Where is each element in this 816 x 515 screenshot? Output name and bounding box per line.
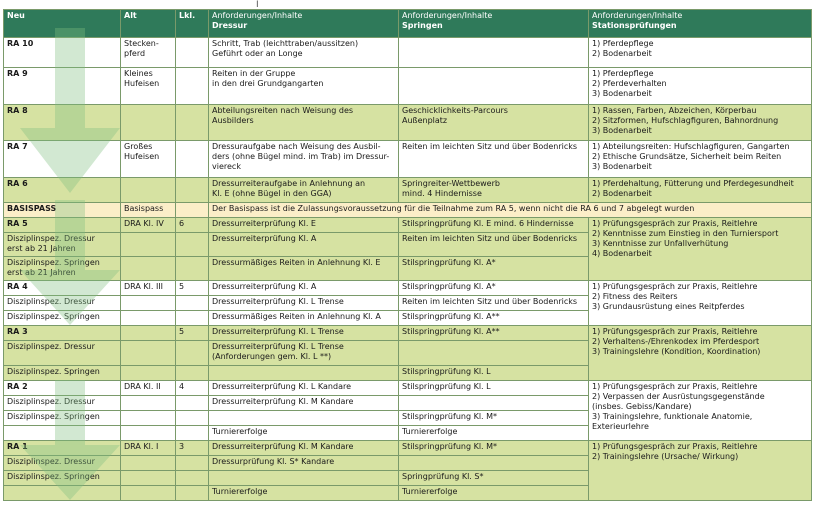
cell-dressur: Dressurprüfung Kl. S* Kandare bbox=[209, 456, 399, 471]
table-row bbox=[4, 218, 812, 233]
cell-lkl bbox=[176, 233, 209, 257]
cell-lkl: 5 bbox=[176, 281, 209, 296]
table-row bbox=[4, 381, 812, 396]
cell-level bbox=[4, 486, 121, 501]
cell-springen bbox=[399, 396, 589, 411]
cell-level: RA 2 bbox=[4, 381, 121, 396]
cell-lkl bbox=[176, 257, 209, 281]
cell-lkl bbox=[176, 178, 209, 203]
cell-dressur: Dressurreiterprüfung Kl. A bbox=[209, 281, 399, 296]
header-station: Anforderungen/Inhalte Stationsprüfungen bbox=[589, 10, 812, 38]
table-row bbox=[4, 141, 812, 178]
cell-dressur: Dressuraufgabe nach Weisung des Ausbil- ders (ohne Bügel mind. im Trab) im Dressur- viereck bbox=[209, 141, 399, 178]
cell-lkl: 4 bbox=[176, 381, 209, 396]
cell-alt bbox=[121, 233, 176, 257]
cell-dressur: Dressurreiterprüfung Kl. M Kandare bbox=[209, 396, 399, 411]
cell-alt: Kleines Hufeisen bbox=[121, 68, 176, 105]
cell-station: 1) Pferdepflege 2) Pferdeverhalten 3) Bodenarbeit bbox=[589, 68, 812, 105]
header-springen: Anforderungen/Inhalte Springen bbox=[399, 10, 589, 38]
cell-springen: Stilspringprüfung Kl. M* bbox=[399, 411, 589, 426]
cell-lkl bbox=[176, 68, 209, 105]
cell-dressur bbox=[209, 471, 399, 486]
cell-lkl bbox=[176, 341, 209, 366]
cell-station: 1) Prüfungsgespräch zur Praxis, Reitlehre 2) Trainingslehre (Ursache/ Wirkung) bbox=[589, 441, 812, 501]
cell-station: 1) Prüfungsgespräch zur Praxis, Reitlehre 2) Verhaltens-/Ehrenkodex im Pferdesport 3) Trainingslehre (Kondition, Koordination) bbox=[589, 326, 812, 381]
table-body bbox=[4, 38, 812, 501]
cell-springen: Stilspringprüfung Kl. E mind. 6 Hindernisse bbox=[399, 218, 589, 233]
cell-lkl bbox=[176, 456, 209, 471]
cell-dressur: Dressurreiterprüfung Kl. L Trense bbox=[209, 326, 399, 341]
cell-station: 1) Prüfungsgespräch zur Praxis, Reitlehre 2) Fitness des Reiters 3) Grundausrüstung eines Reitpferdes bbox=[589, 281, 812, 326]
cell-lkl bbox=[176, 411, 209, 426]
header-dressur: Anforderungen/Inhalte Dressur bbox=[209, 10, 399, 38]
table-row bbox=[4, 68, 812, 105]
cell-alt bbox=[121, 456, 176, 471]
cell-dressur: Dressurreiterprüfung Kl. L Trense (Anforderungen gem. Kl. L **) bbox=[209, 341, 399, 366]
cell-dressur: Dressurmäßiges Reiten in Anlehnung Kl. E bbox=[209, 257, 399, 281]
cell-level: Disziplinspez. Dressur bbox=[4, 456, 121, 471]
cell-level: Disziplinspez. Dressur bbox=[4, 341, 121, 366]
cell-dressur: Dressurreiterprüfung Kl. M Kandare bbox=[209, 441, 399, 456]
cell-lkl: 6 bbox=[176, 218, 209, 233]
table-row bbox=[4, 441, 812, 456]
cell-dressur: Turniererfolge bbox=[209, 486, 399, 501]
cell-level: Disziplinspez. Springen bbox=[4, 411, 121, 426]
cell-alt: Stecken- pferd bbox=[121, 38, 176, 68]
cell-springen: Stilspringprüfung Kl. A** bbox=[399, 326, 589, 341]
cell-alt bbox=[121, 341, 176, 366]
cell-lkl bbox=[176, 366, 209, 381]
cell-level: RA 7 bbox=[4, 141, 121, 178]
cell-alt bbox=[121, 411, 176, 426]
cell-level: BASISPASS bbox=[4, 203, 121, 218]
table-row bbox=[4, 105, 812, 141]
cell-dressur bbox=[209, 411, 399, 426]
cell-level: RA 8 bbox=[4, 105, 121, 141]
cell-springen: Stilspringprüfung Kl. A* bbox=[399, 257, 589, 281]
cell-level: Disziplinspez. Dressur erst ab 21 Jahren bbox=[4, 233, 121, 257]
cell-alt: Großes Hufeisen bbox=[121, 141, 176, 178]
cell-springen: Stilspringprüfung Kl. A** bbox=[399, 311, 589, 326]
cell-lkl bbox=[176, 38, 209, 68]
header-alt: Alt bbox=[121, 10, 176, 38]
cell-station: 1) Prüfungsgespräch zur Praxis, Reitlehre 2) Verpassen der Ausrüstungsgegenstände (insbes. Gebiss/Kandare) 3) Trainingslehre, funktionale Anatomie, Exterieurlehre bbox=[589, 381, 812, 441]
cell-springen bbox=[399, 456, 589, 471]
cell-station: 1) Abteilungsreiten: Hufschlagfiguren, Gangarten 2) Ethische Grundsätze, Sicherheit beim Reiten 3) Bodenarbeit bbox=[589, 141, 812, 178]
cell-springen: Reiten im leichten Sitz und über Bodenricks bbox=[399, 233, 589, 257]
cell-lkl bbox=[176, 296, 209, 311]
header-neu: Neu bbox=[4, 10, 121, 38]
cell-lkl bbox=[176, 311, 209, 326]
cell-alt bbox=[121, 396, 176, 411]
cell-springen bbox=[399, 341, 589, 366]
cell-alt: Basispass bbox=[121, 203, 176, 218]
cell-station: 1) Pferdehaltung, Fütterung und Pferdegesundheit 2) Bodenarbeit bbox=[589, 178, 812, 203]
cell-lkl bbox=[176, 105, 209, 141]
table-row bbox=[4, 326, 812, 341]
cell-lkl: 5 bbox=[176, 326, 209, 341]
cell-level: RA 10 bbox=[4, 38, 121, 68]
cell-station: 1) Rassen, Farben, Abzeichen, Körperbau 2) Sitzformen, Hufschlagfiguren, Bahnordnung 3) Bodenarbeit bbox=[589, 105, 812, 141]
cell-springen bbox=[399, 68, 589, 105]
requirements-table bbox=[3, 9, 812, 501]
cell-station: 1) Pferdepflege 2) Bodenarbeit bbox=[589, 38, 812, 68]
cell-level: RA 9 bbox=[4, 68, 121, 105]
cell-springen: Reiten im leichten Sitz und über Bodenricks bbox=[399, 141, 589, 178]
cell-springen: Stilspringprüfung Kl. M* bbox=[399, 441, 589, 456]
cell-level bbox=[4, 426, 121, 441]
cell-dressur: Turniererfolge bbox=[209, 426, 399, 441]
header-lkl: Lkl. bbox=[176, 10, 209, 38]
table-row bbox=[4, 38, 812, 68]
cell-alt: DRA Kl. I bbox=[121, 441, 176, 456]
cell-level: Disziplinspez. Springen bbox=[4, 311, 121, 326]
cell-lkl bbox=[176, 471, 209, 486]
cell-alt: DRA Kl. IV bbox=[121, 218, 176, 233]
cell-level: Disziplinspez. Springen bbox=[4, 366, 121, 381]
cell-dressur: Dressurreiterprüfung Kl. L Kandare bbox=[209, 381, 399, 396]
cell-springen: Stilspringprüfung Kl. A* bbox=[399, 281, 589, 296]
cell-alt bbox=[121, 426, 176, 441]
cell-dressur: Dressurmäßiges Reiten in Anlehnung Kl. A bbox=[209, 311, 399, 326]
cell-dressur: Dressurreiterprüfung Kl. E bbox=[209, 218, 399, 233]
cell-lkl bbox=[176, 426, 209, 441]
cell-dressur: Schritt, Trab (leichttraben/aussitzen) Geführt oder an Longe bbox=[209, 38, 399, 68]
cell-springen: Geschicklichkeits-Parcours Außenplatz bbox=[399, 105, 589, 141]
table-row bbox=[4, 178, 812, 203]
cell-basispass-note: Der Basispass ist die Zulassungsvoraussetzung für die Teilnahme zum RA 5, wenn nicht die RA 6 und 7 abgelegt wurden bbox=[209, 203, 812, 218]
cell-level: RA 6 bbox=[4, 178, 121, 203]
requirements-table-wrapper bbox=[3, 9, 811, 501]
cell-lkl bbox=[176, 486, 209, 501]
cell-lkl bbox=[176, 396, 209, 411]
cell-dressur: Reiten in der Gruppe in den drei Grundgangarten bbox=[209, 68, 399, 105]
cell-alt bbox=[121, 471, 176, 486]
cell-station: 1) Prüfungsgespräch zur Praxis, Reitlehre 2) Kenntnisse zum Einstieg in den Turniersport 3) Kenntnisse zur Unfallverhütung 4) Bodenarbeit bbox=[589, 218, 812, 281]
cell-level: Disziplinspez. Dressur bbox=[4, 396, 121, 411]
cell-springen: Springprüfung Kl. S* bbox=[399, 471, 589, 486]
cell-alt bbox=[121, 257, 176, 281]
cell-dressur: Abteilungsreiten nach Weisung des Ausbilders bbox=[209, 105, 399, 141]
cell-level: Disziplinspez. Springen erst ab 21 Jahren bbox=[4, 257, 121, 281]
cell-alt bbox=[121, 486, 176, 501]
cell-alt: DRA Kl. II bbox=[121, 381, 176, 396]
cell-level: Disziplinspez. Dressur bbox=[4, 296, 121, 311]
cell-level: RA 3 bbox=[4, 326, 121, 341]
cell-springen: Stilspringprüfung Kl. L bbox=[399, 381, 589, 396]
cell-springen: Stilspringprüfung Kl. L bbox=[399, 366, 589, 381]
cell-lkl bbox=[176, 141, 209, 178]
cell-springen: Turniererfolge bbox=[399, 486, 589, 501]
cell-level: RA 5 bbox=[4, 218, 121, 233]
table-header-row bbox=[4, 10, 812, 38]
cell-dressur: Dressurreiterprüfung Kl. L Trense bbox=[209, 296, 399, 311]
cell-springen: Springreiter-Wettbewerb mind. 4 Hindernisse bbox=[399, 178, 589, 203]
cell-lkl: 3 bbox=[176, 441, 209, 456]
cell-dressur: Dressurreiterprüfung Kl. A bbox=[209, 233, 399, 257]
cell-alt bbox=[121, 296, 176, 311]
cell-dressur: Dressurreiteraufgabe in Anlehnung an Kl. E (ohne Bügel in den GGA) bbox=[209, 178, 399, 203]
cell-dressur bbox=[209, 366, 399, 381]
table-row bbox=[4, 281, 812, 296]
cell-lkl bbox=[176, 203, 209, 218]
cell-alt bbox=[121, 311, 176, 326]
text-cursor-icon: I bbox=[256, 0, 259, 10]
cell-springen bbox=[399, 38, 589, 68]
cell-alt bbox=[121, 178, 176, 203]
cell-alt: DRA Kl. III bbox=[121, 281, 176, 296]
cell-level: Disziplinspez. Springen bbox=[4, 471, 121, 486]
cell-springen: Reiten im leichten Sitz und über Bodenricks bbox=[399, 296, 589, 311]
table-row bbox=[4, 203, 812, 218]
cell-alt bbox=[121, 326, 176, 341]
cell-alt bbox=[121, 105, 176, 141]
cell-alt bbox=[121, 366, 176, 381]
cell-level: RA 4 bbox=[4, 281, 121, 296]
cell-level: RA 1 bbox=[4, 441, 121, 456]
cell-springen: Turniererfolge bbox=[399, 426, 589, 441]
